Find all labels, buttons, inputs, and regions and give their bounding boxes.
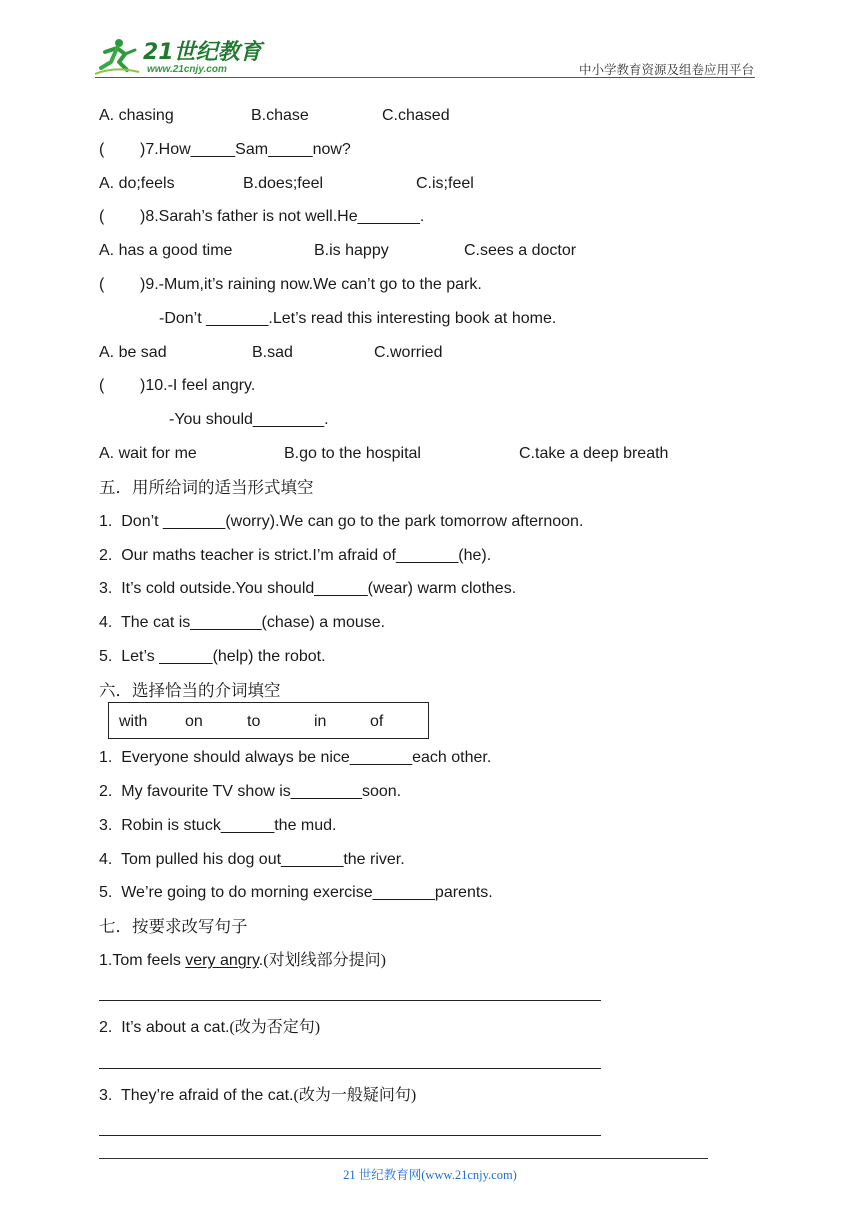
word-bank-word: of [370, 713, 384, 730]
logo-text: 21世纪教育 [143, 40, 262, 65]
q9-option-b: B.sad [252, 344, 293, 361]
section7-item-3 [99, 1086, 416, 1106]
q8-option-a: A. has a good time [99, 242, 233, 259]
section5-item: 5. Let’s ______(help) the robot. [99, 648, 326, 665]
q6-option-a: A. chasing [99, 107, 174, 124]
q7-option-a: A. do;feels [99, 175, 175, 192]
section6-item: 2. My favourite TV show is________soon. [99, 783, 402, 800]
header-slogan: 中小学教育资源及组卷应用平台 [578, 63, 754, 77]
q10-option-b: B.go to the hospital [284, 445, 421, 462]
item1-period: . [258, 952, 264, 969]
logo-url: www.21cnjy.com [147, 64, 227, 75]
q6-option-c: C.chased [382, 107, 450, 124]
word-bank-box [108, 702, 429, 739]
q8-question: )8.Sarah’s father is not well.He_______. [140, 208, 425, 225]
site-logo [95, 36, 270, 80]
q8-option-b: B.is happy [314, 242, 389, 259]
q9-question: )9.-Mum,it’s raining now.We can’t go to the park. [140, 276, 482, 293]
q7-option-b: B.does;feel [243, 175, 324, 192]
word-bank-word: in [314, 713, 327, 730]
q10-question: )10.-I feel angry. [140, 377, 256, 394]
q7-question: )7.How_____Sam_____now? [140, 141, 351, 158]
q9-option-a: A. be sad [99, 344, 167, 361]
section6-item: 3. Robin is stuck______the mud. [99, 817, 337, 834]
section6-title: 六．选择恰当的介词填空 [99, 681, 281, 700]
item2-text: 2. It’s about a cat. [99, 1019, 230, 1036]
header-divider [95, 77, 755, 78]
word-bank-word: with [119, 713, 148, 730]
footer-link[interactable]: 21 世纪教育网(www.21cnjy.com) [343, 1168, 517, 1182]
answer-line[interactable] [99, 1000, 601, 1001]
item1-instruction: (对划线部分提问) [263, 952, 386, 969]
q10-option-c: C.take a deep breath [519, 445, 669, 462]
q10-line2: -You should________. [169, 411, 329, 428]
q9-line2: -Don’t _______.Let’s read this interesting book at home. [159, 310, 557, 327]
item1-prefix: 1.Tom feels [99, 952, 186, 969]
q9-paren: ( [99, 276, 105, 293]
section6-item: 5. We’re going to do morning exercise_______parents. [99, 884, 493, 901]
item3-text: 3. They’re afraid of the cat. [99, 1087, 294, 1104]
q7-paren: ( [99, 141, 105, 158]
q9-option-c: C.worried [374, 344, 443, 361]
word-bank-word: to [247, 713, 261, 730]
section7-item-2 [99, 1018, 320, 1038]
section5-title: 五．用所给词的适当形式填空 [99, 478, 314, 497]
section7-item-1 [99, 951, 386, 971]
item2-instruction: (改为否定句) [229, 1019, 321, 1036]
q8-paren: ( [99, 208, 105, 225]
section5-item: 4. The cat is________(chase) a mouse. [99, 614, 386, 631]
q10-option-a: A. wait for me [99, 445, 197, 462]
section5-item: 3. It’s cold outside.You should______(wear) warm clothes. [99, 580, 517, 597]
word-bank-word: on [185, 713, 203, 730]
q6-option-b: B.chase [251, 107, 309, 124]
section7-title: 七．按要求改写句子 [99, 917, 248, 936]
section6-item: 1. Everyone should always be nice_______each other. [99, 749, 492, 766]
item3-instruction: (改为一般疑问句) [293, 1087, 417, 1104]
answer-line[interactable] [99, 1135, 601, 1136]
q10-paren: ( [99, 377, 105, 394]
section6-item: 4. Tom pulled his dog out_______the river. [99, 851, 405, 868]
section5-item: 2. Our maths teacher is strict.I’m afraid of_______(he). [99, 547, 492, 564]
q7-option-c: C.is;feel [416, 175, 474, 192]
item1-underlined-phrase: very angry [185, 952, 259, 969]
footer-divider [99, 1158, 708, 1159]
answer-line[interactable] [99, 1068, 601, 1069]
section5-item: 1. Don’t _______(worry).We can go to the park tomorrow afternoon. [99, 513, 584, 530]
q8-option-c: C.sees a doctor [464, 242, 577, 259]
